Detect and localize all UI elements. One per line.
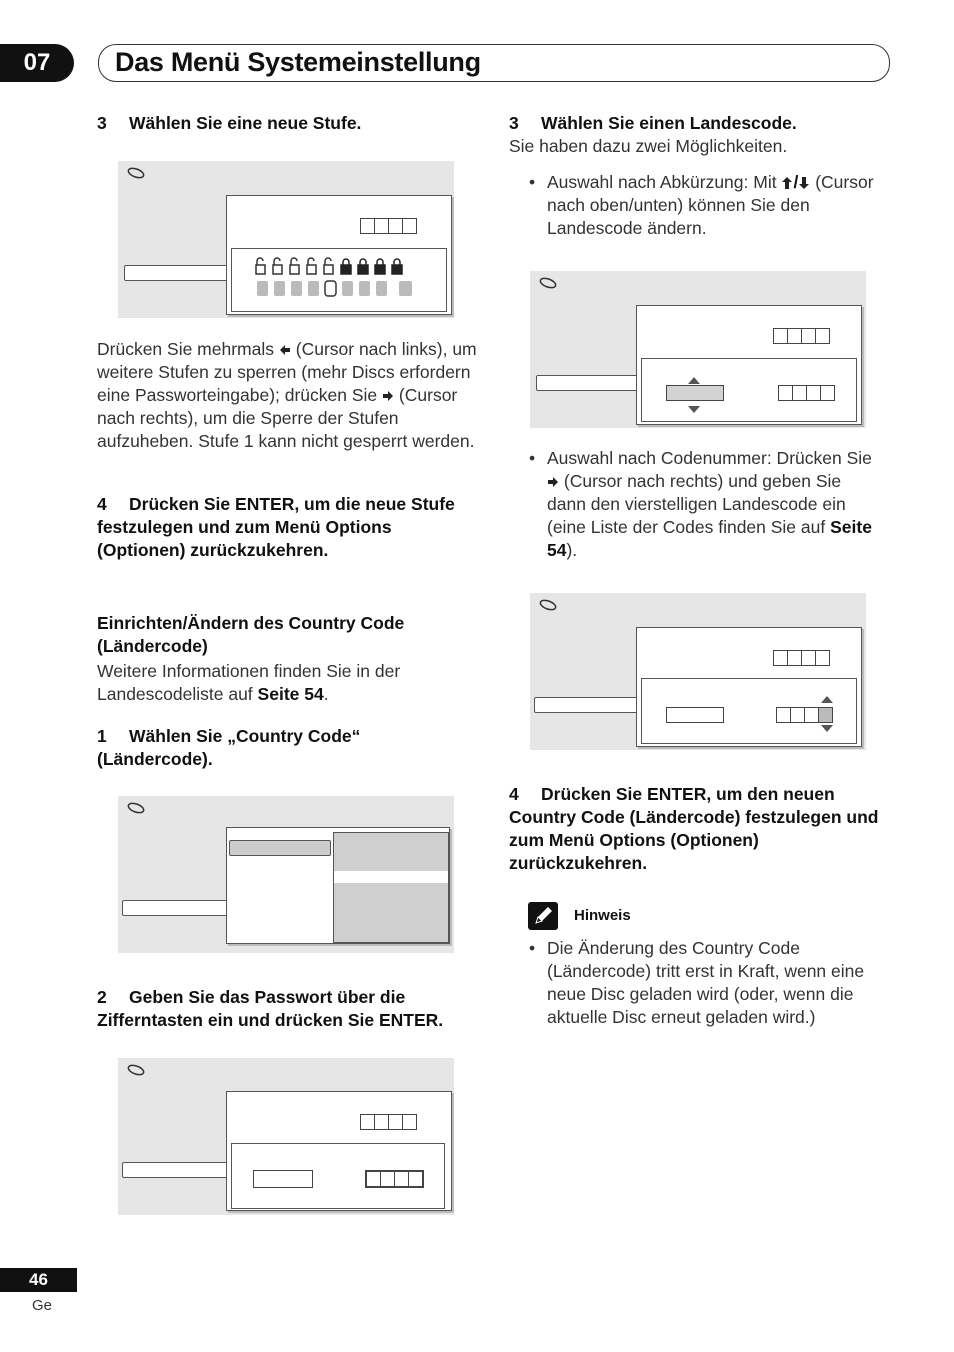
intro-end: .: [323, 684, 329, 704]
step-text: Geben Sie das Passwort über die Zifferntasten ein und drücken Sie ENTER.: [97, 987, 444, 1030]
step-text: Wählen Sie eine neue Stufe.: [129, 113, 362, 133]
step-number: 4: [97, 494, 107, 514]
step-4-right: [509, 783, 889, 875]
step-text: Wählen Sie einen Landescode.: [541, 113, 797, 133]
screen-parental-levels: [118, 161, 454, 318]
step-3-left: [97, 112, 477, 135]
page-link: Seite 54: [257, 684, 324, 704]
intro-text: Weitere Informationen finden Sie in der Landescodeliste auf: [97, 661, 401, 704]
screen-country-abbrev: [530, 271, 866, 428]
lock-level-row: [254, 257, 416, 297]
disc-icon: [126, 1064, 146, 1076]
up-down-arrows-icon: [820, 695, 834, 733]
language-code: Ge: [32, 1297, 53, 1314]
arrow-left-icon: [279, 343, 291, 357]
submenu: [333, 832, 449, 943]
submenu-highlight: [334, 871, 448, 883]
step-number: 4: [509, 784, 519, 804]
bullet-text: (Cursor nach oben/unten) können Sie den Landescode ändern.: [547, 172, 874, 238]
levels-paragraph: [97, 338, 477, 453]
arrow-right-icon: [382, 389, 394, 403]
disc-icon: [538, 599, 558, 611]
section-intro: [97, 660, 477, 706]
note-body: Die Änderung des Country Code (Ländercode) tritt erst in Kraft, wenn eine neue Disc geladen wird (oder, wenn die aktuelle Disc erneut geladen wird.): [547, 938, 865, 1027]
menu-tab: [124, 265, 230, 281]
bullet-end: ).: [566, 540, 578, 560]
page-link: Seite 54: [547, 517, 872, 560]
arrow-up-icon: [781, 176, 793, 190]
step-text: Drücken Sie ENTER, um den neuen Country Code (Ländercode) festzulegen und zum Menü Options (Optionen) zurückzukehren.: [509, 784, 879, 873]
bullet-text: Auswahl nach Codenummer: Drücken Sie: [547, 448, 872, 468]
country-abbrev-field: [666, 707, 724, 723]
page-number: 46: [0, 1268, 77, 1292]
step-2-left: [97, 986, 482, 1032]
password-boxes: [773, 650, 830, 666]
step-3-right: [509, 112, 889, 135]
menu-tab: [122, 1162, 228, 1178]
step-4-left: [97, 493, 482, 562]
country-box: [641, 358, 857, 422]
note-label: Hinweis: [574, 907, 631, 924]
dialog-panel: [226, 195, 452, 315]
step-text: Drücken Sie ENTER, um die neue Stufe festzulegen und zum Menü Options (Optionen) zurückzukehren.: [97, 494, 455, 560]
screen-country-number: [530, 593, 866, 750]
entry-box: [231, 1143, 445, 1209]
step-number: 3: [97, 113, 107, 133]
menu-tab: [536, 375, 642, 391]
screen-options-menu: [118, 796, 454, 953]
unlock-icon: [256, 258, 333, 274]
options-panel: [226, 827, 450, 944]
para-part: (Cursor nach rechts), um die Sperre der Stufen aufzuheben. Stufe 1 kann nicht gesperrt werden.: [97, 385, 475, 451]
step-number: 2: [97, 987, 107, 1007]
step-text: Wählen Sie „Country Code“ (Ländercode).: [97, 726, 361, 769]
dialog-panel: [636, 305, 862, 425]
password-boxes: [773, 328, 830, 344]
bullet-code-number: • Auswahl nach Codenummer: Drücken Sie (Cursor nach rechts) und geben Sie dann den vierstelligen Landescode ein (eine Liste der Codes finden Sie auf Seite 54).: [529, 448, 872, 560]
arrow-right-icon: [547, 475, 559, 489]
password-boxes: [360, 1114, 417, 1130]
slash: /: [793, 172, 799, 192]
menu-tab: [122, 900, 228, 916]
bullet-text: (Cursor nach rechts) und geben Sie dann den vierstelligen Landescode ein (eine Liste der Codes finden Sie auf: [547, 471, 846, 537]
selected-item: [229, 840, 331, 856]
code-field: [253, 1170, 313, 1188]
bullet-text: Auswahl nach Abkürzung: Mit: [547, 172, 777, 192]
password-boxes: [360, 218, 417, 234]
disc-icon: [126, 802, 146, 814]
pencil-note-icon: [528, 902, 558, 930]
password-input-boxes: [365, 1170, 424, 1188]
para-part: (Cursor nach links), um weitere Stufen zu sperren (mehr Discs erfordern eine Passworteingabe); drücken Sie: [97, 339, 477, 405]
title-bar: [98, 44, 890, 82]
step-1-left: [97, 725, 457, 771]
country-box: [641, 678, 857, 744]
levels-box: [231, 248, 447, 312]
bullet-abbreviation: • Auswahl nach Abkürzung: Mit / (Cursor nach oben/unten) können Sie den Landescode ändern.: [529, 172, 874, 238]
disc-icon: [538, 277, 558, 289]
country-code-boxes: [778, 385, 835, 401]
step-number: 1: [97, 726, 107, 746]
lock-icon: [341, 259, 402, 274]
menu-tab: [534, 697, 640, 713]
chapter-badge: 07: [0, 44, 74, 82]
section-heading: Einrichten/Ändern des Country Code (Ländercode): [97, 613, 405, 656]
para-part: Drücken Sie mehrmals: [97, 339, 274, 359]
page-title: Das Menü Systemeinstellung: [115, 47, 481, 77]
step-number: 3: [509, 113, 519, 133]
disc-icon: [126, 167, 146, 179]
dialog-panel: [636, 627, 862, 747]
screen-password-entry: [118, 1058, 454, 1215]
arrow-down-icon: [798, 176, 810, 190]
up-down-arrows-icon: [687, 376, 701, 414]
step-3-subtext: Sie haben dazu zwei Möglichkeiten.: [509, 136, 788, 156]
dialog-panel: [226, 1091, 452, 1211]
note-text: • Die Änderung des Country Code (Ländercode) tritt erst in Kraft, wenn eine neue Disc geladen wird (oder, wenn die aktuelle Disc erneut geladen wird.): [529, 938, 865, 1027]
